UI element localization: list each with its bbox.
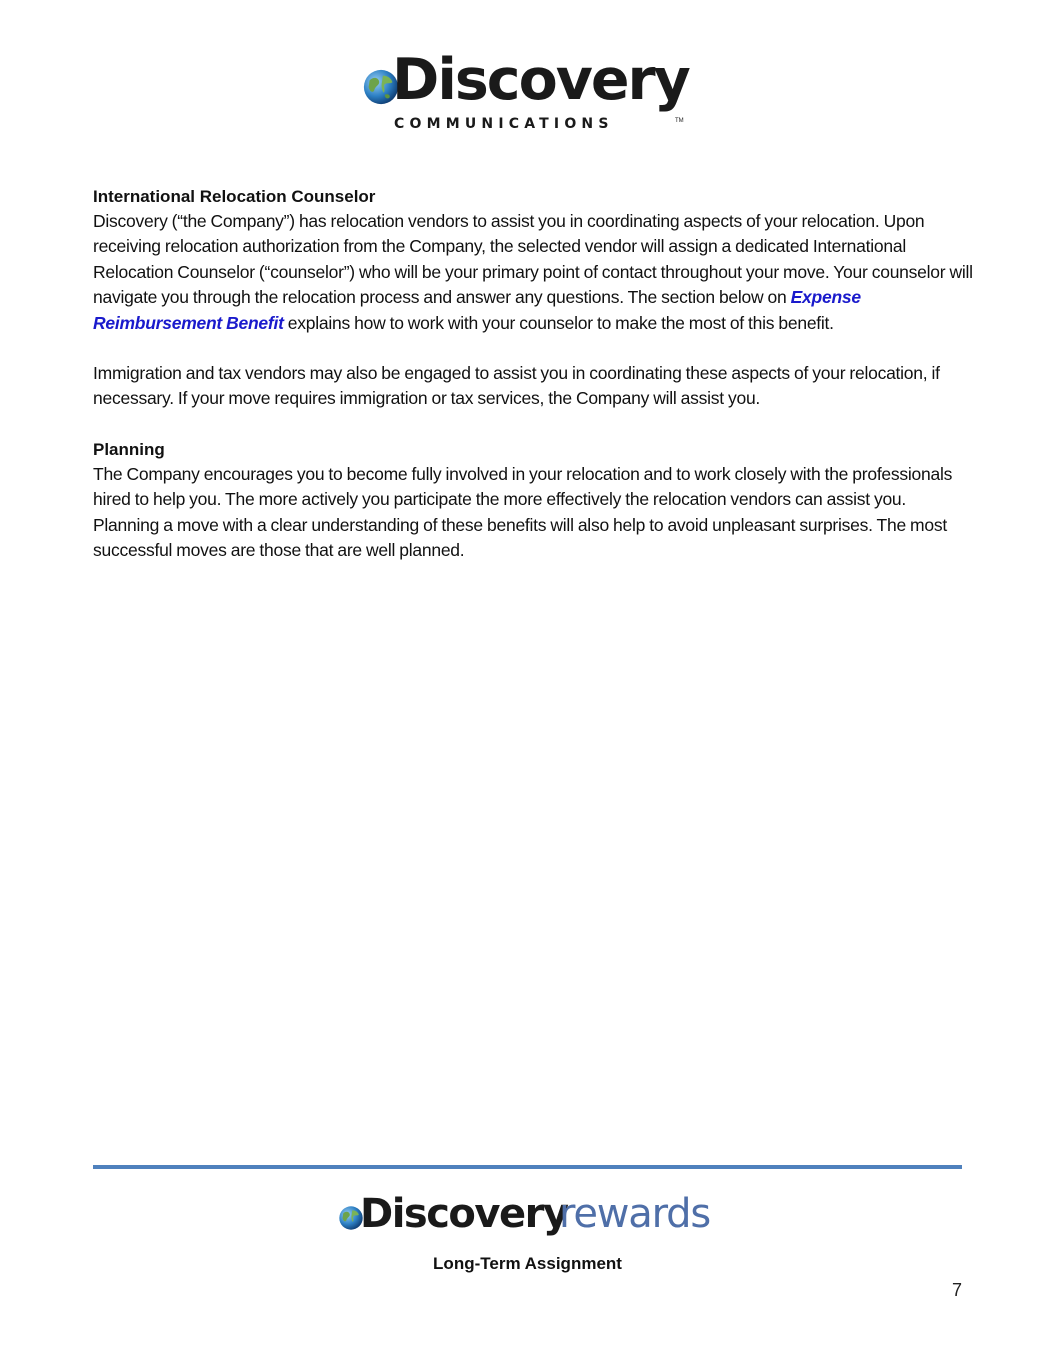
section-heading-relocation-counselor: International Relocation Counselor [93,187,376,206]
paragraph-text: Discovery (“the Company”) has relocation vendors to assist you in coordinating aspects of your relocation. Upon receiving relocation authorization from the Company, the selected vendor will assign a dedicated International Relocation Counselor (“counselor”) who will be your primary point of contact throughout your move. Your counselor will navigate you through the relocation process and answer any questions. The section below on [93,211,973,308]
trademark-mark: TM [675,118,684,124]
footer-divider [93,1165,962,1169]
discovery-communications-logo [362,47,694,138]
footer-document-title: Long-Term Assignment [433,1254,622,1273]
logo-subtitle: COMMUNICATIONS [394,116,614,132]
footer-logo-rewards: rewards [559,1191,710,1237]
discovery-rewards-logo [338,1191,723,1246]
page-number: 7 [951,1280,962,1300]
paragraph-immigration-tax: Immigration and tax vendors may also be engaged to assist you in coordinating these aspects of your relocation, if necessary. If your move requires immigration or tax services, the Company will assist you. [93,363,940,409]
paragraph-text: explains how to work with your counselor to make the most of this benefit. [283,312,834,333]
paragraph-planning: The Company encourages you to become fully involved in your relocation and to work closely with the professionals hired to help you. The more actively you participate the more effectively the relocation vendors can assist you. Planning a move with a clear understanding of these benefits will also help to avoid unpleasant surprises. The most successful moves are those that are well planned. [93,463,953,561]
logo-wordmark: Discovery [392,47,689,113]
document-body [93,184,973,563]
section-heading-planning: Planning [93,439,165,459]
paragraph-relocation-counselor [93,209,973,336]
expense-reimbursement-link[interactable]: Expense Reimbursement Benefit [93,287,861,333]
footer-logo-brand: Discovery [360,1191,568,1237]
